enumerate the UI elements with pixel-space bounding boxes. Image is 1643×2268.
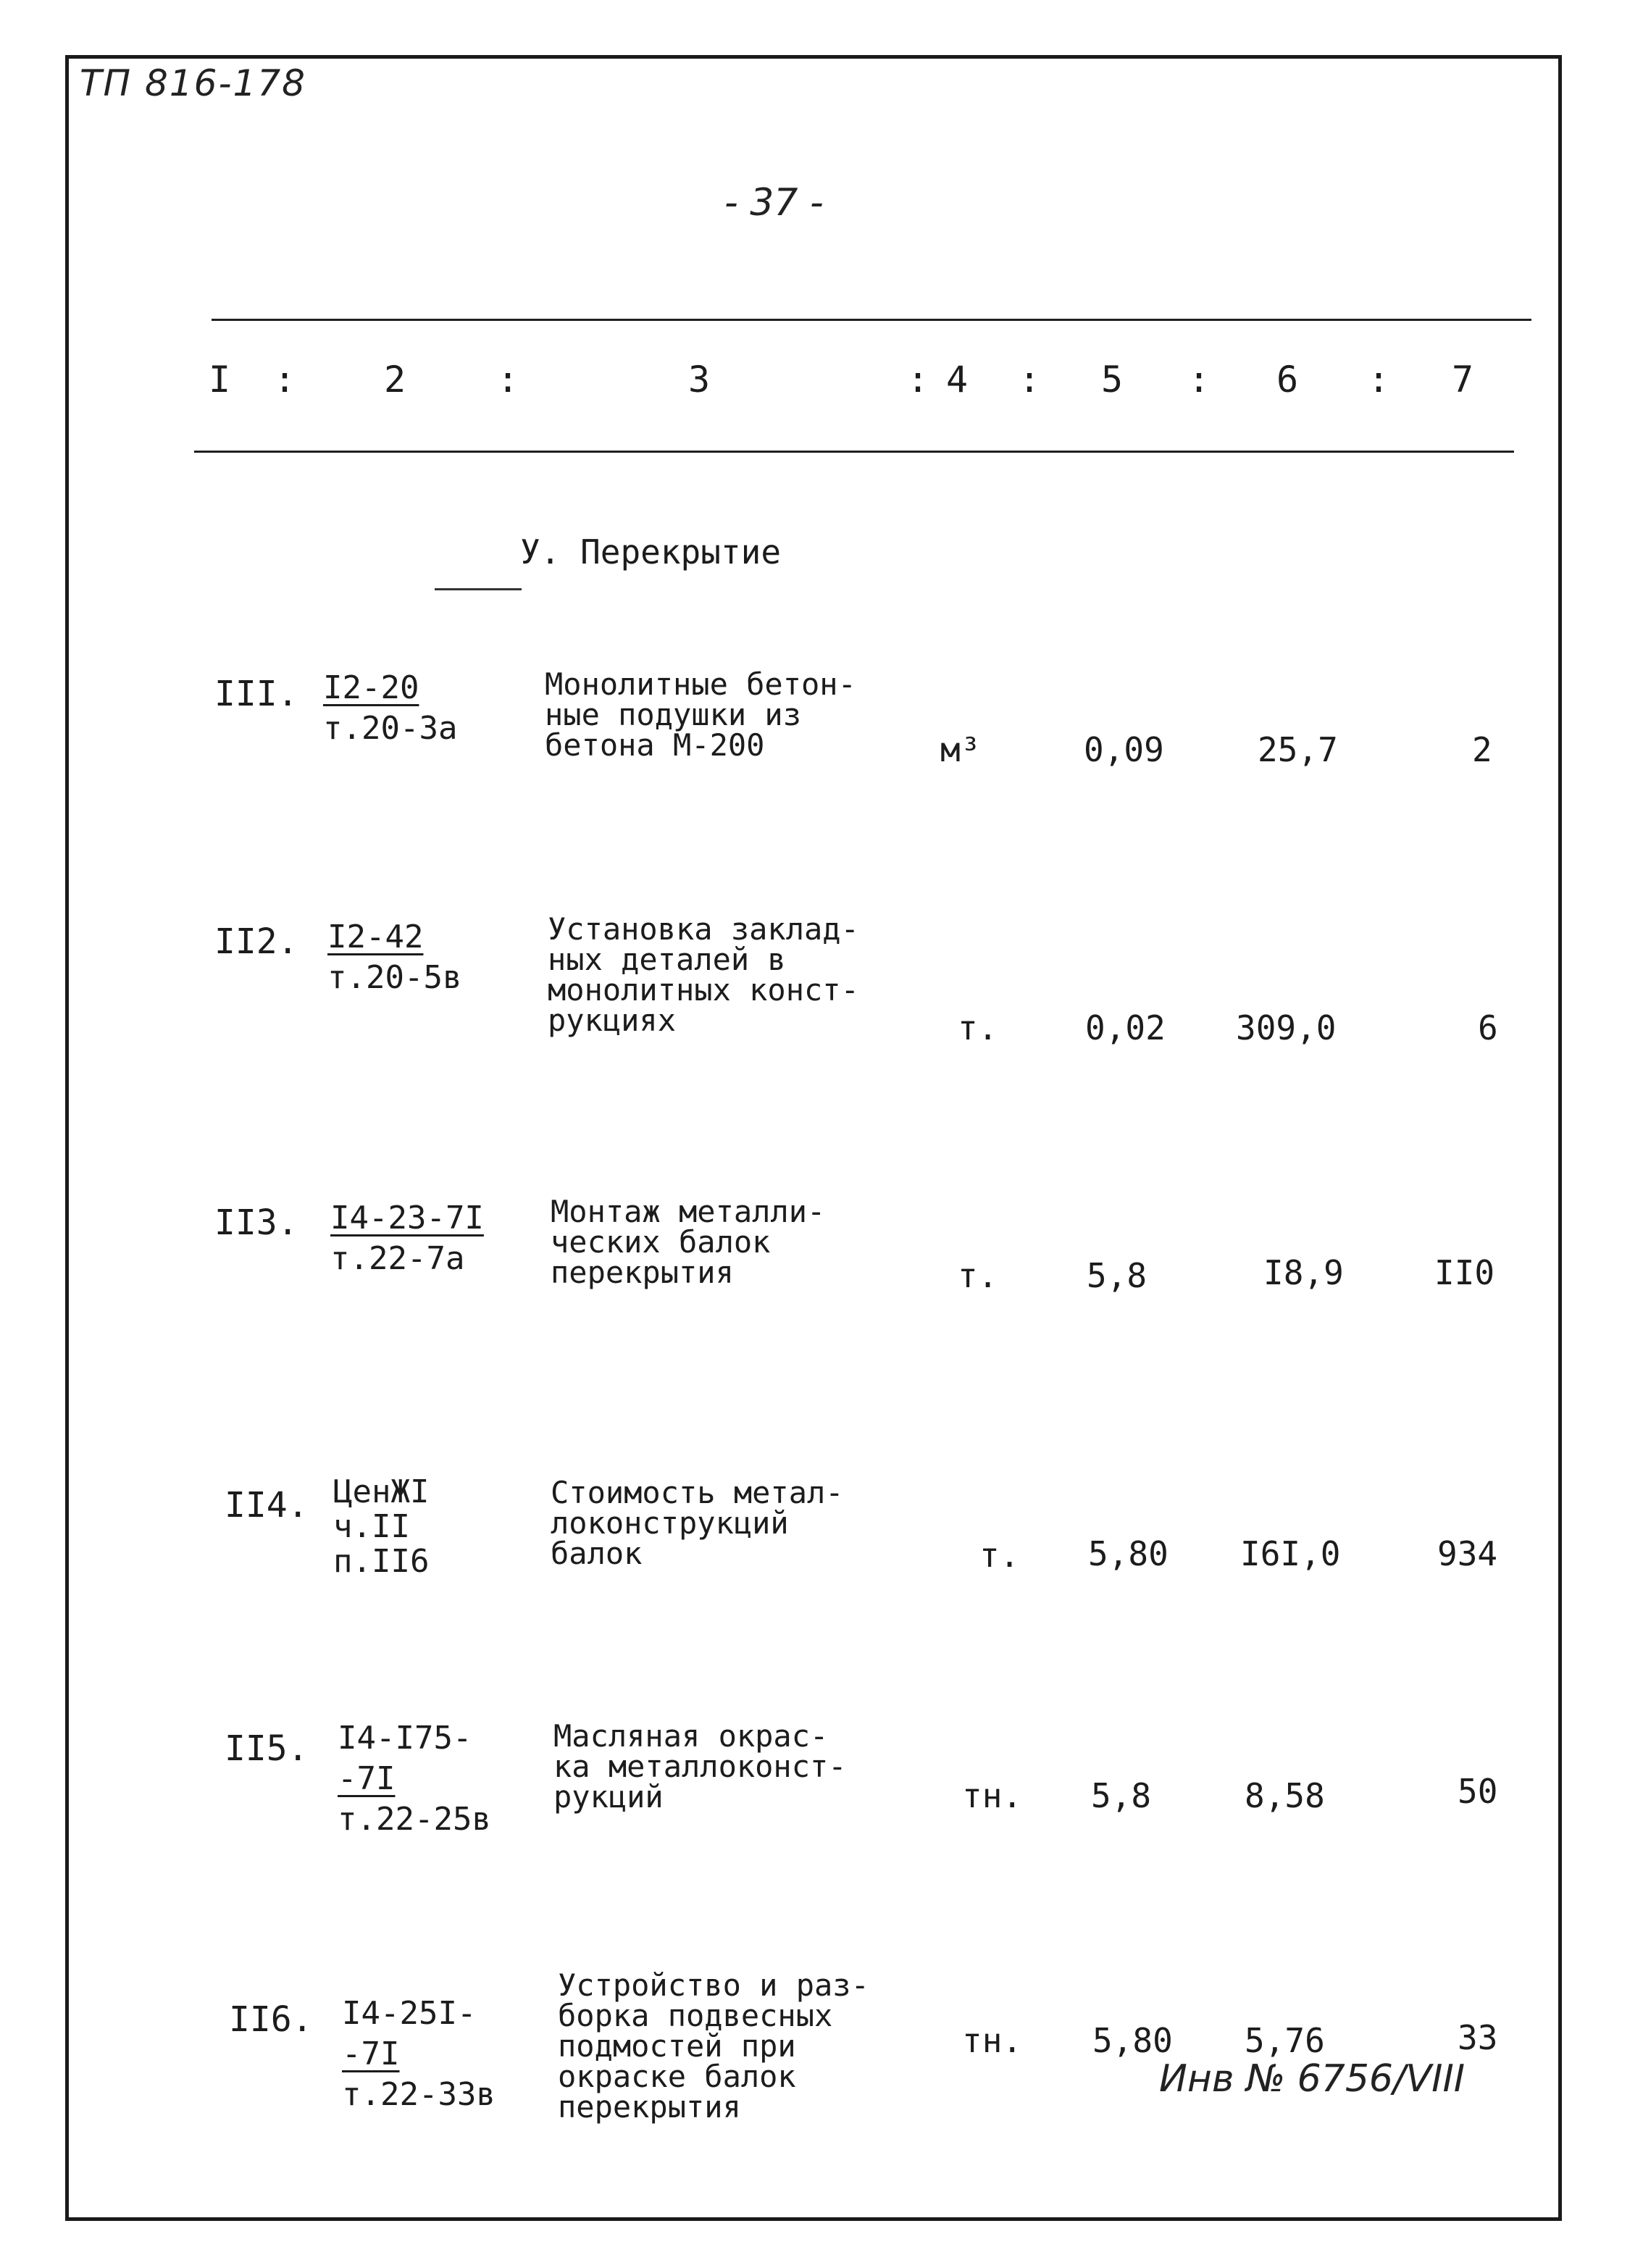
description-line: Установка заклад- bbox=[548, 911, 859, 947]
norm-table: т.22-33в bbox=[342, 2076, 496, 2113]
description-line: ческих балок bbox=[551, 1224, 771, 1260]
total-cost: 50 bbox=[1458, 1772, 1498, 1811]
norm-reference bbox=[338, 1718, 491, 1840]
total-cost: II0 bbox=[1434, 1253, 1495, 1292]
section-title: У. Перекрытие bbox=[520, 532, 782, 572]
description-line: Монтаж металли- bbox=[551, 1194, 826, 1229]
description-line: рукций bbox=[553, 1779, 664, 1815]
row-number: II2. bbox=[214, 921, 298, 962]
column-header-6: 6 bbox=[1276, 359, 1299, 401]
norm-table: т.22-7а bbox=[330, 1240, 465, 1277]
norm-code: I4-I75- bbox=[338, 1720, 472, 1757]
description-line: окраске балок bbox=[558, 2059, 796, 2094]
description-line: Устройство и раз- bbox=[558, 1967, 869, 2003]
description-line: ных деталей в bbox=[548, 942, 786, 977]
document-code: ТП 816-178 bbox=[80, 62, 306, 104]
row-number: III. bbox=[214, 674, 298, 714]
work-description bbox=[551, 1475, 844, 1571]
total-cost: 2 bbox=[1472, 730, 1492, 769]
total-cost: 33 bbox=[1458, 2018, 1498, 2057]
work-description bbox=[551, 1194, 826, 1290]
norm-code-suffix: -7I bbox=[338, 1760, 396, 1797]
norm-table: т.20-5в bbox=[327, 959, 462, 996]
column-header-5: 5 bbox=[1101, 359, 1124, 401]
column-separator: : bbox=[907, 359, 929, 401]
norm-code: I2-20 bbox=[323, 669, 419, 706]
unit: тн. bbox=[962, 2021, 1023, 2060]
quantity: 0,02 bbox=[1085, 1008, 1166, 1047]
unit-price: 5,76 bbox=[1245, 2021, 1325, 2060]
quantity: 5,8 bbox=[1087, 1256, 1147, 1295]
work-description bbox=[548, 911, 859, 1038]
unit-price: 309,0 bbox=[1236, 1008, 1337, 1047]
norm-code: I2-42 bbox=[327, 919, 424, 955]
catalog-item: п.II6 bbox=[333, 1543, 430, 1580]
row-number: II6. bbox=[229, 1999, 313, 2040]
description-line: Монолитные бетон- bbox=[545, 666, 856, 702]
column-header-7: 7 bbox=[1452, 359, 1474, 401]
description-line: подмостей при bbox=[558, 2028, 796, 2064]
unit: м³ bbox=[940, 730, 981, 769]
unit: т. bbox=[958, 1008, 998, 1047]
norm-reference bbox=[327, 917, 461, 998]
unit-price: I6I,0 bbox=[1240, 1534, 1341, 1573]
unit-price: 8,58 bbox=[1245, 1776, 1325, 1815]
price-catalog: ЦенЖI bbox=[333, 1473, 430, 1510]
inventory-stamp: Инв № 6756/VIII bbox=[1159, 2057, 1466, 2101]
description-line: борка подвесных bbox=[558, 1998, 833, 2033]
quantity: 0,09 bbox=[1084, 730, 1164, 769]
column-header-2: 2 bbox=[384, 359, 406, 401]
quantity: 5,80 bbox=[1092, 2021, 1173, 2060]
row-number: II4. bbox=[225, 1485, 309, 1526]
column-separator: : bbox=[497, 359, 519, 401]
column-header-3: 3 bbox=[688, 359, 711, 401]
description-line: перекрытия bbox=[551, 1255, 734, 1290]
description-line: Масляная окрас- bbox=[553, 1718, 829, 1754]
norm-code: I4-25I- bbox=[342, 1995, 477, 2032]
unit: т. bbox=[979, 1536, 1020, 1575]
column-separator: : bbox=[1019, 359, 1041, 401]
total-cost: 6 bbox=[1478, 1008, 1498, 1047]
norm-table: т.22-25в bbox=[338, 1801, 491, 1838]
norm-table: т.20-3а bbox=[323, 710, 458, 747]
page-number: - 37 - bbox=[724, 181, 824, 225]
unit-price: I8,9 bbox=[1263, 1253, 1344, 1292]
catalog-part: ч.II bbox=[333, 1508, 410, 1545]
work-description bbox=[545, 666, 856, 763]
column-header-1: I bbox=[209, 359, 231, 401]
description-line: бетона М-200 bbox=[545, 727, 765, 763]
norm-code: I4-23-7I bbox=[330, 1200, 484, 1236]
norm-reference bbox=[323, 668, 457, 749]
norm-reference bbox=[330, 1198, 484, 1279]
description-line: перекрытия bbox=[558, 2089, 741, 2125]
work-description bbox=[558, 1967, 869, 2125]
unit-price: 25,7 bbox=[1258, 730, 1338, 769]
total-cost: 934 bbox=[1437, 1534, 1498, 1573]
description-line: локонструкций bbox=[551, 1505, 789, 1541]
description-line: Стоимость метал- bbox=[551, 1475, 844, 1510]
row-number: II3. bbox=[214, 1202, 298, 1243]
description-line: балок bbox=[551, 1536, 643, 1571]
description-line: ка металлоконст- bbox=[553, 1749, 847, 1784]
unit: т. bbox=[958, 1256, 998, 1295]
norm-code-suffix: -7I bbox=[342, 2035, 400, 2072]
header-top-rule bbox=[212, 319, 1531, 321]
row-number: II5. bbox=[225, 1728, 309, 1769]
section-underline bbox=[435, 588, 522, 590]
description-line: монолитных конст- bbox=[548, 972, 859, 1008]
description-line: ные подушки из bbox=[545, 697, 802, 732]
header-bottom-rule bbox=[194, 451, 1514, 453]
norm-reference bbox=[342, 1993, 496, 2115]
column-separator: : bbox=[1188, 359, 1211, 401]
column-separator: : bbox=[1368, 359, 1390, 401]
unit: тн. bbox=[962, 1776, 1023, 1815]
quantity: 5,80 bbox=[1088, 1534, 1169, 1573]
work-description bbox=[553, 1718, 847, 1815]
column-separator: : bbox=[274, 359, 296, 401]
description-line: рукциях bbox=[548, 1003, 677, 1038]
norm-reference bbox=[333, 1475, 429, 1579]
quantity: 5,8 bbox=[1091, 1776, 1152, 1815]
column-header-4: 4 bbox=[946, 359, 969, 401]
